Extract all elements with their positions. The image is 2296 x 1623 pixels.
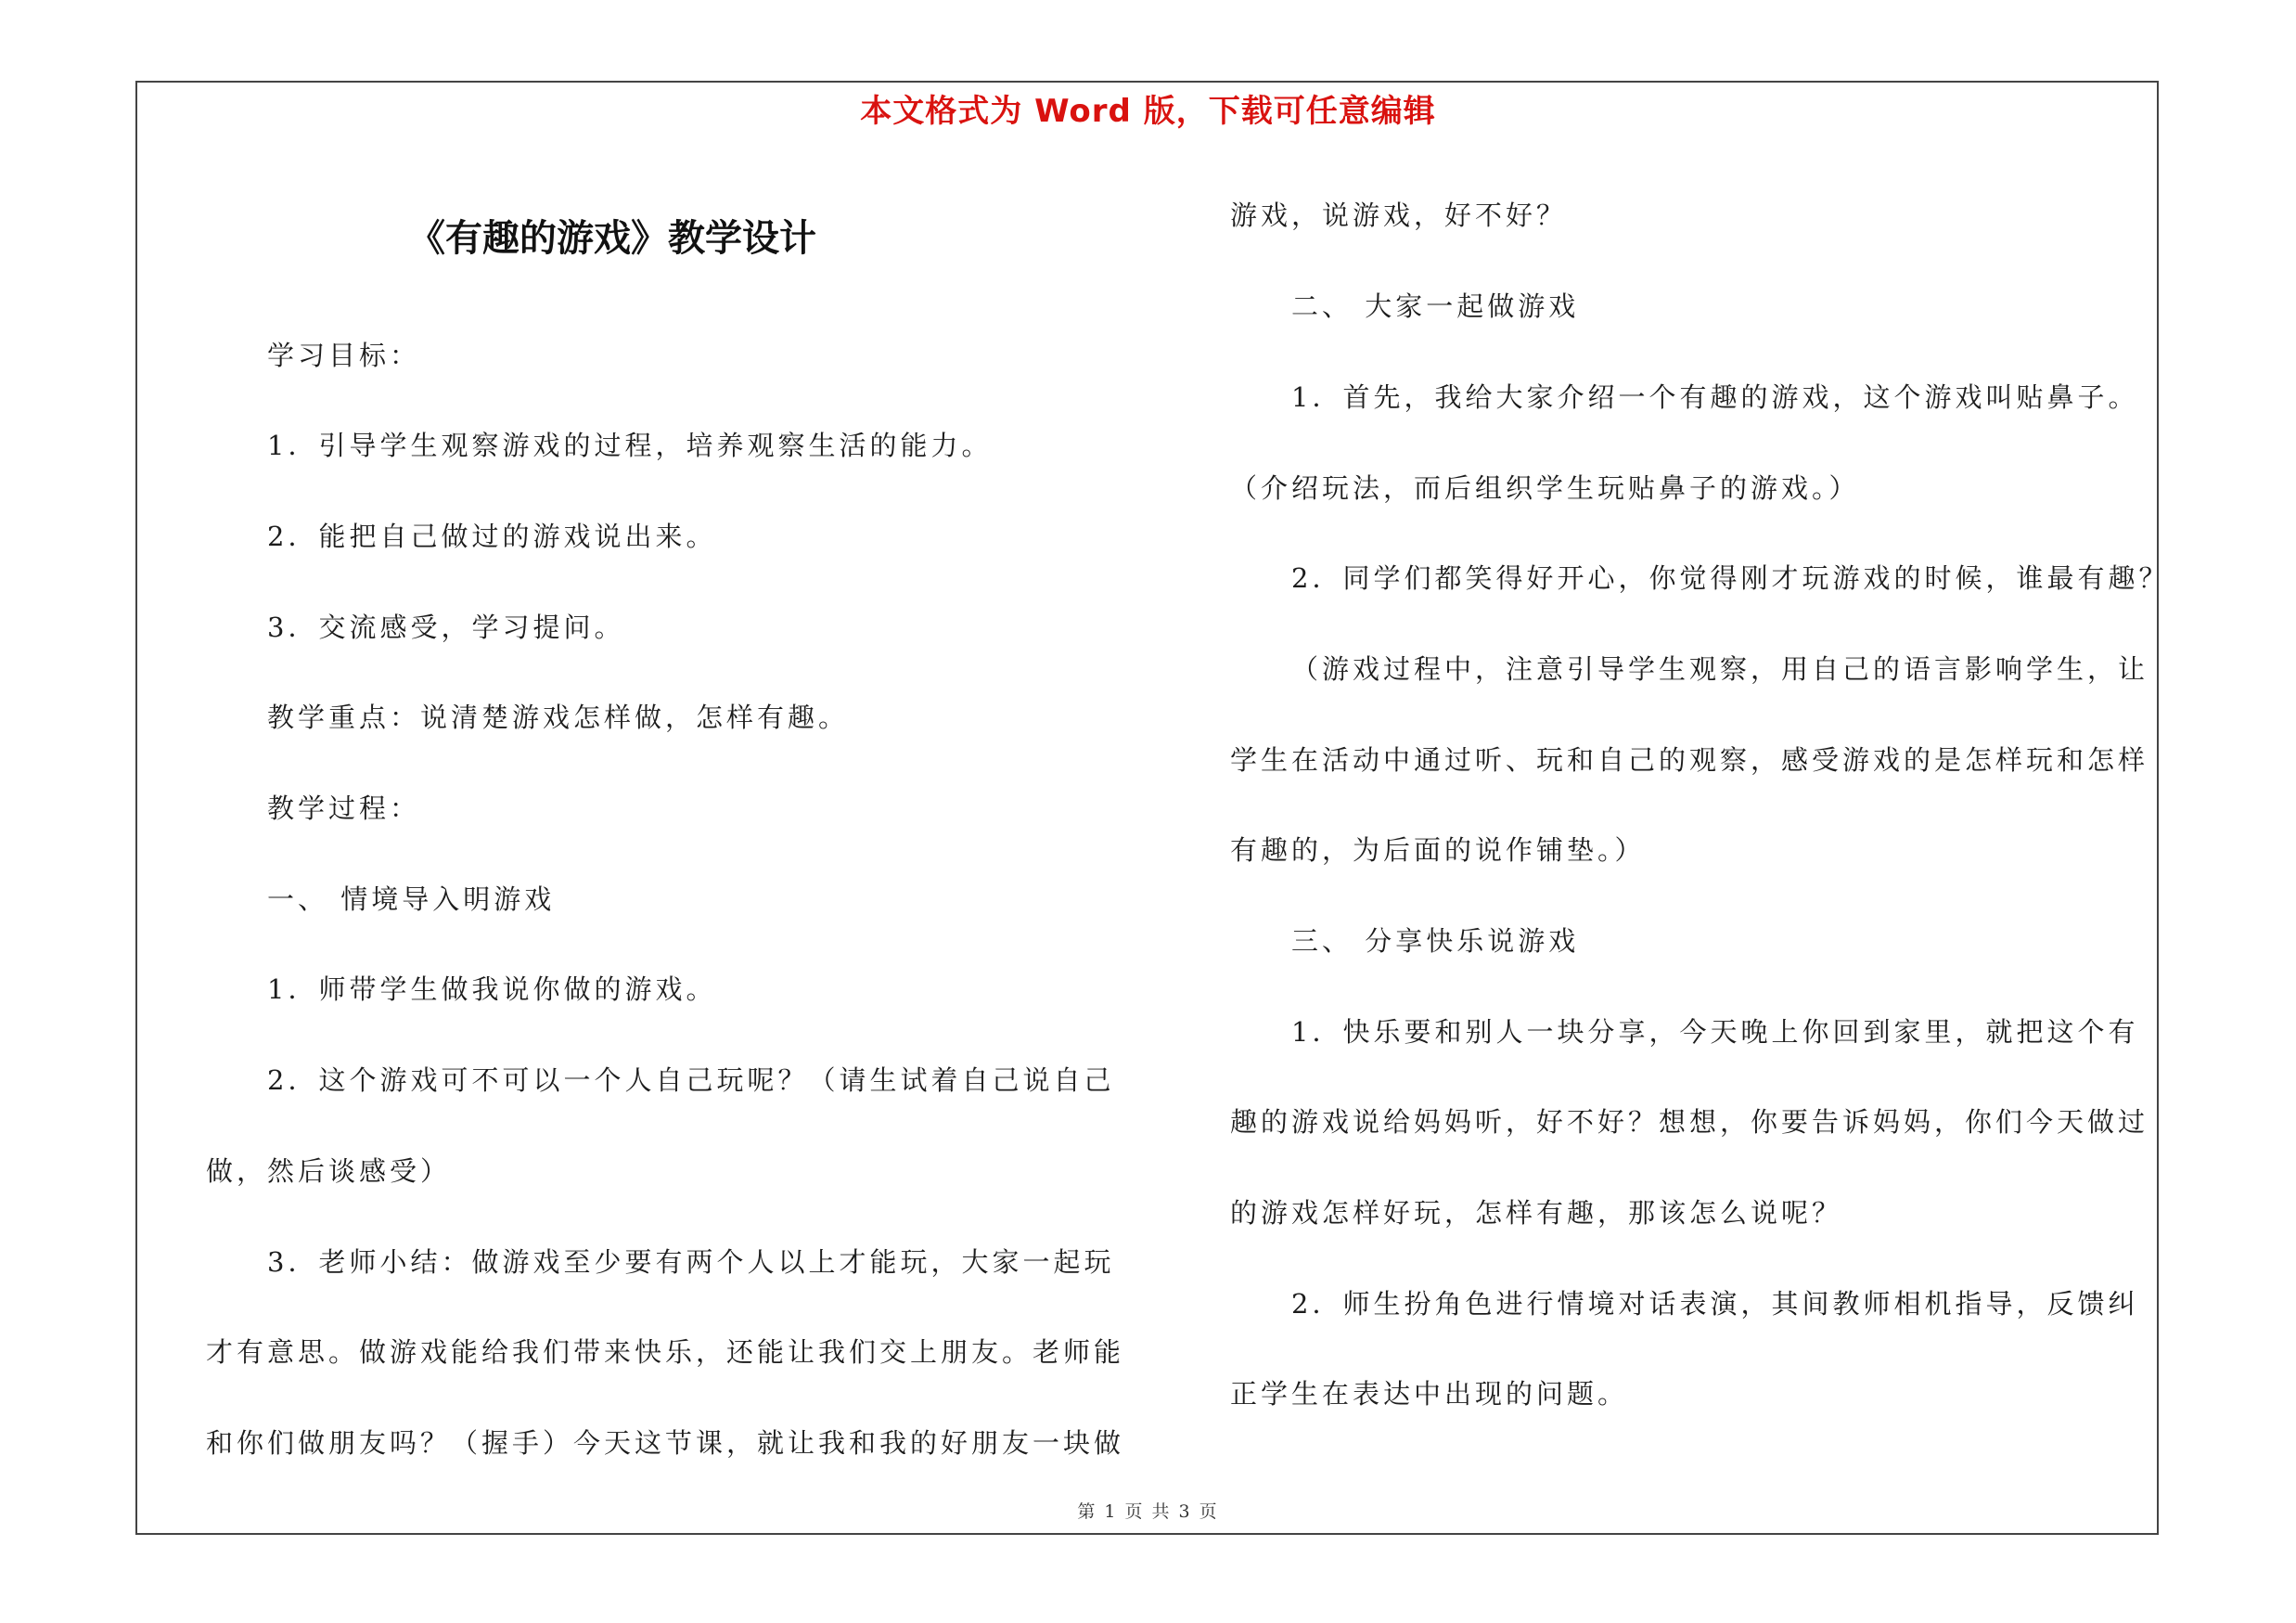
left-line: 3．老师小结：做游戏至少要有两个人以上才能玩，大家一起玩 [267,1246,1115,1278]
left-line: 2．这个游戏可不可以一个人自己玩呢？（请生试着自己说自己 [267,1064,1115,1096]
right-line: 有趣的，为后面的说作铺垫。） [1230,834,1646,866]
right-line: （游戏过程中，注意引导学生观察，用自己的语言影响学生，让 [1291,653,2149,685]
left-line: 1．师带学生做我说你做的游戏。 [267,973,717,1005]
right-line: 2．师生扮角色进行情境对话表演，其间教师相机指导，反馈纠 [1291,1288,2139,1320]
left-line: 学习目标： [267,340,421,371]
right-line: 1．快乐要和别人一块分享，今天晚上你回到家里，就把这个有 [1291,1016,2139,1048]
left-line: 2．能把自己做过的游戏说出来。 [267,521,717,552]
right-line: 1．首先，我给大家介绍一个有趣的游戏，这个游戏叫贴鼻子。 [1291,381,2139,413]
left-line: 才有意思。做游戏能给我们带来快乐，还能让我们交上朋友。老师能 [206,1336,1125,1368]
left-line: 做，然后谈感受） [206,1155,452,1187]
right-line: 二、 大家一起做游戏 [1291,290,1580,322]
left-line: 教学过程： [267,792,421,824]
right-line: （介绍玩法，而后组织学生玩贴鼻子的游戏。） [1230,472,1860,504]
right-line: 三、 分享快乐说游戏 [1291,925,1580,957]
left-line: 一、 情境导入明游戏 [267,883,556,915]
left-line: 3．交流感受，学习提问。 [267,612,625,643]
header-notice: 本文格式为 Word 版，下载可任意编辑 [860,93,1436,130]
left-line: 教学重点：说清楚游戏怎样做，怎样有趣。 [267,702,850,733]
right-line: 学生在活动中通过听、玩和自己的观察，感受游戏的是怎样玩和怎样 [1230,744,2149,776]
right-line: 正学生在表达中出现的问题。 [1230,1378,1629,1410]
page-footer: 第 1 页 共 3 页 [1077,1501,1219,1522]
document-title: 《有趣的游戏》教学设计 [408,216,816,260]
left-line: 1．引导学生观察游戏的过程，培养观察生活的能力。 [267,430,993,461]
right-line: 趣的游戏说给妈妈听，好不好？想想，你要告诉妈妈，你们今天做过 [1230,1106,2149,1138]
left-line: 和你们做朋友吗？（握手）今天这节课，就让我和我的好朋友一块做 [206,1427,1125,1459]
right-line: 游戏，说游戏，好不好？ [1230,200,1568,231]
right-line: 2．同学们都笑得好开心，你觉得刚才玩游戏的时候，谁最有趣？ [1291,562,2170,594]
right-line: 的游戏怎样好玩，怎样有趣，那该怎么说呢？ [1230,1197,1843,1229]
